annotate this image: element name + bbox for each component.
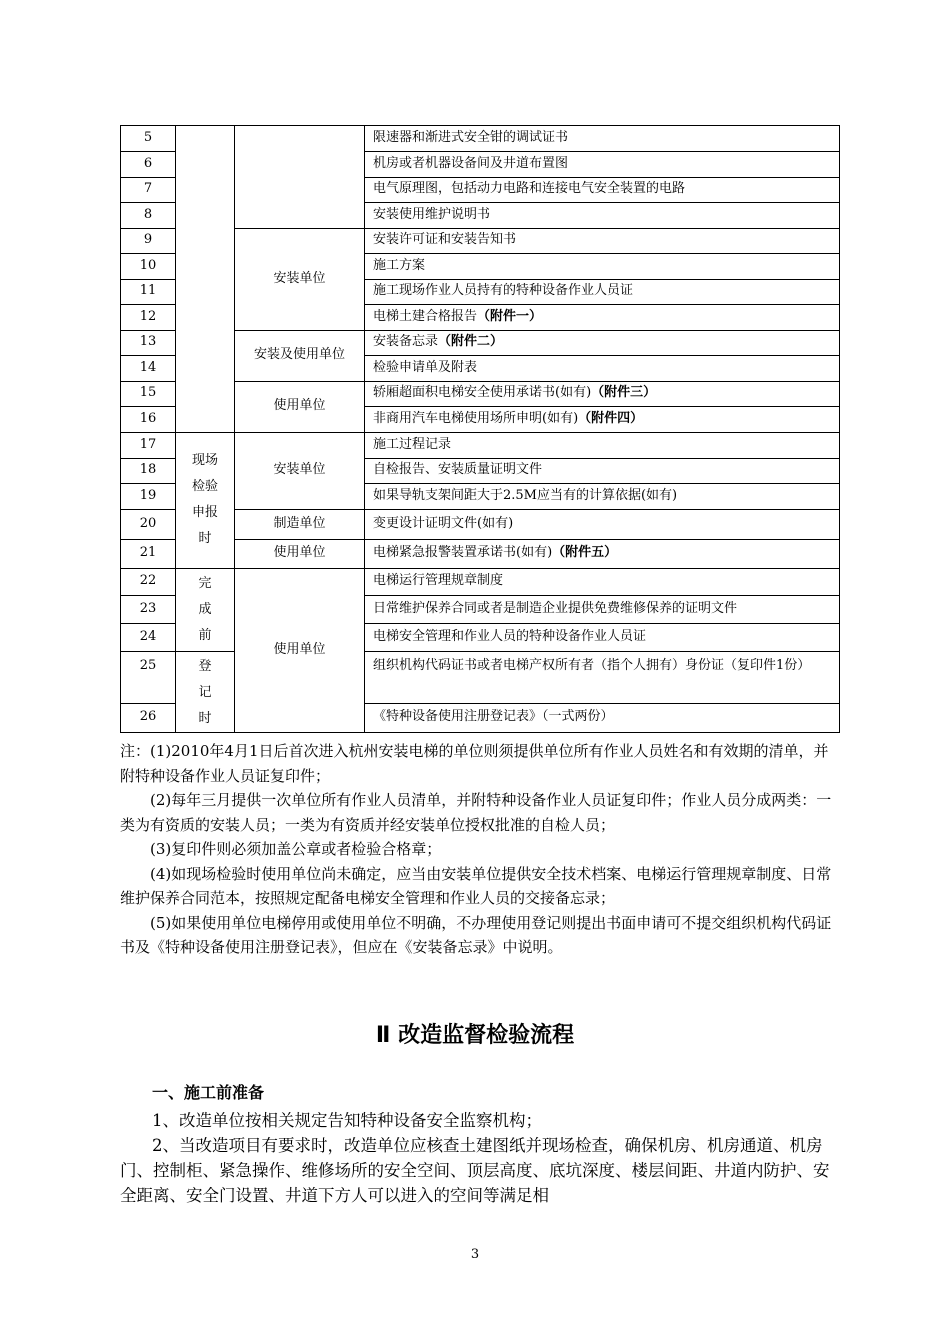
unit-label: 安装单位 xyxy=(235,432,365,509)
row-number: 10 xyxy=(121,254,176,280)
table-notes xyxy=(120,739,840,960)
document-item: 如果导轨支架间距大于2.5M应当有的计算依据(如有) xyxy=(365,484,840,510)
document-item xyxy=(365,539,840,568)
document-item: 《特种设备使用注册登记表》（一式两份） xyxy=(365,704,840,732)
row-number: 22 xyxy=(121,568,176,595)
row-number: 25 xyxy=(121,651,176,704)
phase-cell-blank xyxy=(176,126,235,433)
attachment-label: （附件四） xyxy=(578,410,644,426)
phase-char: 前 xyxy=(198,627,212,643)
phase-label-before-completion xyxy=(176,568,235,651)
document-requirements-table xyxy=(120,125,840,733)
unit-label: 使用单位 xyxy=(235,539,365,568)
table-row xyxy=(121,651,840,704)
row-number: 9 xyxy=(121,228,176,254)
phase-char: 申报 xyxy=(191,505,218,520)
phase-char: 登 xyxy=(198,658,212,674)
phase-label-site-inspection xyxy=(176,432,235,568)
document-item: 自检报告、安装质量证明文件 xyxy=(365,458,840,484)
document-item: 电梯运行管理规章制度 xyxy=(365,568,840,595)
note-4: (4)如现场检验时使用单位尚未确定，应当由安装单位提供安全技术档案、电梯运行管理规章制度、日常维护保养合同范本，按照规定配备电梯安全管理和作业人员的交接备忘录； xyxy=(120,864,832,907)
document-item: 安装许可证和安装告知书 xyxy=(365,228,840,254)
note-2: (2)每年三月提供一次单位所有作业人员清单，并附特种设备作业人员证复印件；作业人员分成两类：一类为有资质的安装人员；一类为有资质并经安装单位授权批准的自检人员； xyxy=(120,791,832,834)
row-number: 18 xyxy=(121,458,176,484)
document-item: 检验申请单及附表 xyxy=(365,356,840,382)
unit-label: 制造单位 xyxy=(235,509,365,539)
row-number: 20 xyxy=(121,509,176,539)
unit-label: 安装单位 xyxy=(235,228,365,330)
paragraph: 2、当改造项目有要求时，改造单位应核查土建图纸并现场检查，确保机房、机房通道、机房门、控制柜、紧急操作、维修场所的安全空间、顶层高度、底坑深度、楼层间距、井道内防护、安全距离、安全门设置、井道下方人可以进入的空间等满足相 xyxy=(120,1136,830,1205)
paragraph: 1、改造单位按相关规定告知特种设备安全监察机构； xyxy=(152,1111,542,1130)
phase-char: 时 xyxy=(198,531,212,546)
row-number: 15 xyxy=(121,381,176,407)
page-number: 3 xyxy=(470,1247,480,1262)
document-item: 施工过程记录 xyxy=(365,432,840,458)
document-item: 变更设计证明文件(如有) xyxy=(365,509,840,539)
unit-label: 使用单位 xyxy=(235,381,365,432)
document-item xyxy=(365,407,840,433)
row-number: 16 xyxy=(121,407,176,433)
phase-char: 检验 xyxy=(191,479,218,494)
row-number: 23 xyxy=(121,595,176,623)
unit-label: 使用单位 xyxy=(235,568,365,732)
document-item: 日常维护保养合同或者是制造企业提供免费维修保养的证明文件 xyxy=(365,595,840,623)
note-5: (5)如果使用单位电梯停用或使用单位不明确，不办理使用登记则提出书面申请可不提交组织机构代码证书及《特种设备使用注册登记表》，但应在《安装备忘录》中说明。 xyxy=(120,913,832,956)
phase-char: 现场 xyxy=(191,453,218,468)
table-row xyxy=(121,568,840,595)
document-item: 施工现场作业人员持有的特种设备作业人员证 xyxy=(365,279,840,305)
row-number: 12 xyxy=(121,305,176,331)
phase-char: 完 xyxy=(198,575,212,591)
document-item: 电梯安全管理和作业人员的特种设备作业人员证 xyxy=(365,623,840,651)
row-number: 21 xyxy=(121,539,176,568)
item-text: 电梯土建合格报告 xyxy=(373,308,478,324)
document-item: 组织机构代码证书或者电梯产权所有者（指个人拥有）身份证（复印件1份） xyxy=(365,651,840,704)
phase-char: 记 xyxy=(198,684,212,700)
item-text: 电梯紧急报警装置承诺书(如有) xyxy=(373,545,553,561)
document-item: 机房或者机器设备间及井道布置图 xyxy=(365,152,840,178)
table-row xyxy=(121,126,840,152)
row-number: 5 xyxy=(121,126,176,152)
row-number: 11 xyxy=(121,279,176,305)
row-number: 8 xyxy=(121,203,176,229)
subsection-title: 一、施工前准备 xyxy=(152,1083,265,1102)
item-text: 安装备忘录 xyxy=(373,334,439,350)
attachment-label: （附件一） xyxy=(477,308,543,324)
section-body xyxy=(120,1108,840,1208)
row-number: 13 xyxy=(121,330,176,356)
unit-label: 安装及使用单位 xyxy=(235,330,365,381)
document-item: 电气原理图，包括动力电路和连接电气安全装置的电路 xyxy=(365,177,840,203)
row-number: 6 xyxy=(121,152,176,178)
section-title: Ⅱ 改造监督检验流程 xyxy=(375,1023,575,1048)
row-number: 14 xyxy=(121,356,176,382)
phase-label-registration xyxy=(176,651,235,732)
document-item xyxy=(365,305,840,331)
document-item xyxy=(365,381,840,407)
row-number: 7 xyxy=(121,177,176,203)
row-number: 19 xyxy=(121,484,176,510)
row-number: 26 xyxy=(121,704,176,732)
document-item xyxy=(365,330,840,356)
attachment-label: （附件三） xyxy=(591,385,657,401)
document-item: 安装使用维护说明书 xyxy=(365,203,840,229)
row-number: 24 xyxy=(121,623,176,651)
attachment-label: （附件二） xyxy=(438,334,504,350)
table-row xyxy=(121,432,840,458)
document-item: 施工方案 xyxy=(365,254,840,280)
attachment-label: （附件五） xyxy=(552,545,618,561)
item-text: 非商用汽车电梯使用场所申明(如有) xyxy=(373,410,579,426)
item-text: 轿厢超面积电梯安全使用承诺书(如有) xyxy=(373,385,592,401)
note-1: 注：(1)2010年4月1日后首次进入杭州安装电梯的单位则须提供单位所有作业人员姓名和有效期的清单，并附特种设备作业人员证复印件； xyxy=(120,742,829,785)
phase-char: 成 xyxy=(198,601,212,617)
note-3: (3)复印件则必须加盖公章或者检验合格章； xyxy=(150,840,442,858)
phase-char: 时 xyxy=(198,710,212,726)
document-item: 限速器和渐进式安全钳的调试证书 xyxy=(365,126,840,152)
unit-cell-blank xyxy=(235,126,365,229)
row-number: 17 xyxy=(121,432,176,458)
